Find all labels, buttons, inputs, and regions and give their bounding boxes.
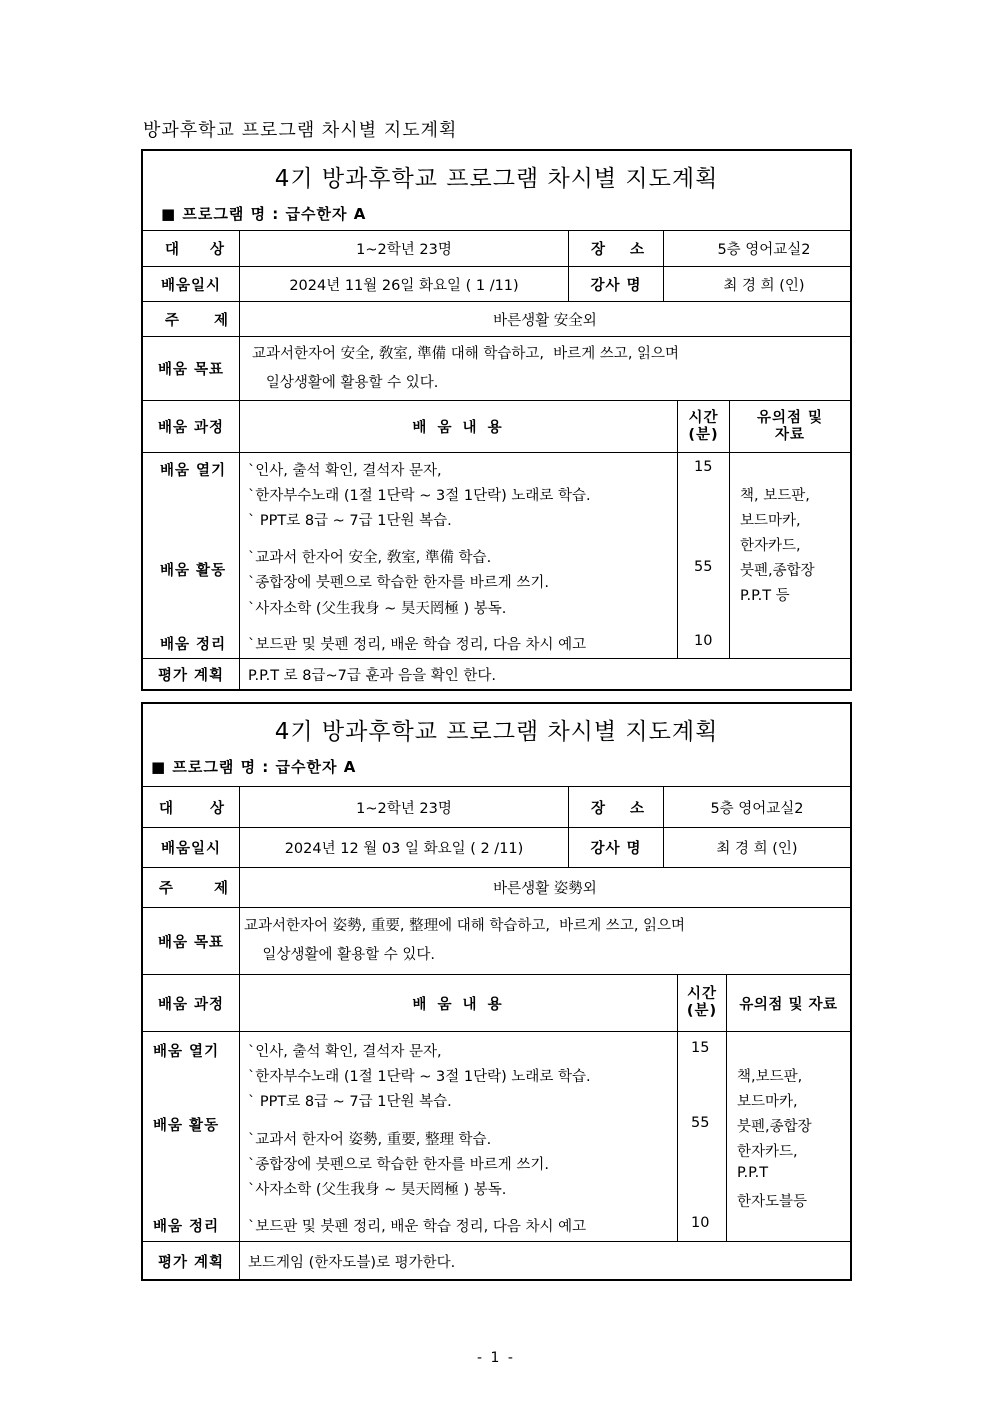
info-row-target bbox=[143, 787, 850, 828]
content-line: `종합장에 붓펜으로 학습한 한자를 바르게 쓰기. bbox=[248, 1157, 550, 1173]
topic-label: 주 제 bbox=[143, 868, 240, 907]
process-label: 배움 과정 bbox=[143, 975, 240, 1031]
stage-closing: 배움 정리 bbox=[160, 637, 227, 653]
lesson-plan-2 bbox=[141, 702, 852, 1281]
time-label: 시간 (분) bbox=[678, 401, 730, 452]
topic-value: 바른생활 姿勢외 bbox=[493, 881, 597, 897]
content-line: `인사, 출석 확인, 결석자 문자, bbox=[248, 463, 442, 479]
date-label: 배움일시 bbox=[143, 828, 240, 867]
content-line: `한자부수노래 (1절 1단락 ~ 3절 1단락) 노래로 학습. bbox=[248, 488, 591, 504]
goal-label: 배움 목표 bbox=[143, 908, 240, 974]
notes-label: 유의점 및 자료 bbox=[756, 409, 824, 443]
process-header-row bbox=[143, 975, 850, 1032]
time-value: 55 bbox=[691, 1115, 710, 1131]
material-line: P.P.T 등 bbox=[740, 588, 790, 604]
material-line: 보드마카, bbox=[740, 513, 801, 529]
date-value: 2024년 11월 26일 화요일 ( 1 /11) bbox=[240, 267, 569, 301]
plan-header bbox=[143, 704, 850, 787]
info-row-topic bbox=[143, 302, 850, 337]
lesson-plan-1 bbox=[141, 149, 852, 691]
process-body bbox=[143, 1032, 850, 1242]
goal-value bbox=[240, 337, 850, 400]
process-body bbox=[143, 453, 850, 659]
goal-line: 일상생활에 활용할 수 있다. bbox=[244, 947, 435, 963]
time-value: 15 bbox=[691, 1040, 710, 1056]
time-value: 15 bbox=[694, 459, 713, 475]
target-value: 1~2학년 23명 bbox=[240, 787, 569, 827]
time-value: 10 bbox=[691, 1215, 710, 1231]
stage-activity: 배움 활동 bbox=[153, 1118, 220, 1134]
program-name: ■ 프로그램 명 : 급수한자 A bbox=[151, 758, 357, 776]
place-label: 장 소 bbox=[569, 787, 664, 827]
stage-closing: 배움 정리 bbox=[153, 1219, 220, 1235]
content-line: `사자소학 (父生我身 ~ 昊天罔極 ) 봉독. bbox=[248, 1182, 507, 1198]
time-value: 55 bbox=[694, 559, 713, 575]
stage-column bbox=[143, 453, 240, 658]
program-name: ■ 프로그램 명 : 급수한자 A bbox=[161, 205, 367, 223]
material-line: P.P.T bbox=[737, 1165, 769, 1181]
material-line: 붓펜,종합장 bbox=[737, 1119, 812, 1135]
evaluation-value: 보드게임 (한자도블)로 평가한다. bbox=[248, 1254, 456, 1271]
date-label: 배움일시 bbox=[143, 267, 240, 301]
content-label: 배 움 내 용 bbox=[240, 401, 678, 452]
content-line: `종합장에 붓펜으로 학습한 한자를 바르게 쓰기. bbox=[248, 575, 550, 591]
goal-line: 교과서한자어 安全, 敎室, 準備 대해 학습하고, 바르게 쓰고, 읽으며 bbox=[252, 345, 680, 362]
topic-label: 주 제 bbox=[143, 302, 240, 336]
evaluation-row bbox=[143, 1242, 850, 1280]
plan-header bbox=[143, 151, 850, 231]
content-line: `교과서 한자어 安全, 敎室, 準備 학습. bbox=[248, 550, 492, 566]
process-header-row bbox=[143, 401, 850, 453]
content-line: `교과서 한자어 姿勢, 重要, 整理 학습. bbox=[248, 1132, 492, 1148]
info-row-topic bbox=[143, 868, 850, 908]
place-label: 장 소 bbox=[569, 231, 664, 266]
material-line: 책, 보드판, bbox=[740, 488, 810, 504]
target-label: 대 상 bbox=[143, 231, 240, 266]
stage-opening: 배움 열기 bbox=[160, 463, 227, 479]
date-value: 2024년 12 월 03 일 화요일 ( 2 /11) bbox=[240, 828, 569, 867]
target-value: 1~2학년 23명 bbox=[240, 231, 569, 266]
evaluation-row bbox=[143, 659, 850, 690]
time-column bbox=[678, 1032, 727, 1241]
material-line: 보드마카, bbox=[737, 1094, 798, 1110]
goal-value bbox=[240, 908, 850, 974]
notes-label: 유의점 및 자료 bbox=[739, 996, 838, 1013]
teacher-label: 강사 명 bbox=[569, 267, 664, 301]
plan-title: 4기 방과후학교 프로그램 차시별 지도계획 bbox=[274, 719, 719, 745]
time-column bbox=[678, 453, 730, 658]
material-line: 붓펜,종합장 bbox=[740, 563, 815, 579]
info-row-goal bbox=[143, 908, 850, 975]
evaluation-value: P.P.T 로 8급~7급 훈과 음을 확인 한다. bbox=[248, 668, 496, 684]
content-line: `보드판 및 붓펜 정리, 배운 학습 정리, 다음 차시 예고 bbox=[248, 1219, 587, 1235]
content-column bbox=[240, 1032, 678, 1241]
process-label: 배움 과정 bbox=[143, 401, 240, 452]
info-row-goal bbox=[143, 337, 850, 401]
topic-value: 바른생활 安全외 bbox=[493, 312, 597, 329]
material-line: 한자도블등 bbox=[737, 1194, 808, 1210]
materials-column bbox=[730, 453, 850, 658]
content-line: ` PPT로 8급 ~ 7급 1단원 복습. bbox=[248, 1094, 452, 1110]
evaluation-label: 평가 계획 bbox=[143, 659, 240, 690]
material-line: 한자카드, bbox=[737, 1144, 798, 1160]
goal-label: 배움 목표 bbox=[143, 337, 240, 400]
teacher-label: 강사 명 bbox=[569, 828, 664, 867]
material-line: 책,보드판, bbox=[737, 1069, 803, 1085]
stage-opening: 배움 열기 bbox=[153, 1044, 220, 1060]
content-line: `한자부수노래 (1절 1단락 ~ 3절 1단락) 노래로 학습. bbox=[248, 1069, 591, 1085]
info-row-target bbox=[143, 231, 850, 267]
plan-title: 4기 방과후학교 프로그램 차시별 지도계획 bbox=[274, 166, 719, 192]
content-line: `사자소학 (父生我身 ~ 昊天罔極 ) 봉독. bbox=[248, 601, 507, 617]
place-value: 5층 영어교실2 bbox=[717, 242, 811, 258]
time-label: 시간 (분) bbox=[678, 975, 727, 1031]
info-row-date bbox=[143, 828, 850, 868]
content-line: ` PPT로 8급 ~ 7급 1단원 복습. bbox=[248, 513, 452, 529]
stage-activity: 배움 활동 bbox=[160, 563, 227, 579]
content-line: `인사, 출석 확인, 결석자 문자, bbox=[248, 1044, 442, 1060]
page-number: - 1 - bbox=[477, 1350, 515, 1366]
content-column bbox=[240, 453, 678, 658]
place-value: 5층 영어교실2 bbox=[710, 800, 804, 817]
goal-line: 일상생활에 활용할 수 있다. bbox=[252, 374, 439, 391]
material-line: 한자카드, bbox=[740, 538, 801, 554]
materials-column bbox=[727, 1032, 850, 1241]
time-value: 10 bbox=[694, 633, 713, 649]
goal-line: 교과서한자어 姿勢, 重要, 整理에 대해 학습하고, 바르게 쓰고, 읽으며 bbox=[244, 918, 686, 934]
content-label: 배 움 내 용 bbox=[240, 975, 678, 1031]
teacher-value: 최 경 희 (인) bbox=[723, 277, 805, 294]
evaluation-label: 평가 계획 bbox=[143, 1242, 240, 1280]
teacher-value: 최 경 희 (인) bbox=[716, 841, 798, 857]
info-row-date bbox=[143, 267, 850, 302]
target-label: 대 상 bbox=[143, 787, 240, 827]
page-heading: 방과후학교 프로그램 차시별 지도계획 bbox=[143, 120, 458, 141]
stage-column bbox=[143, 1032, 240, 1241]
content-line: `보드판 및 붓펜 정리, 배운 학습 정리, 다음 차시 예고 bbox=[248, 637, 587, 653]
